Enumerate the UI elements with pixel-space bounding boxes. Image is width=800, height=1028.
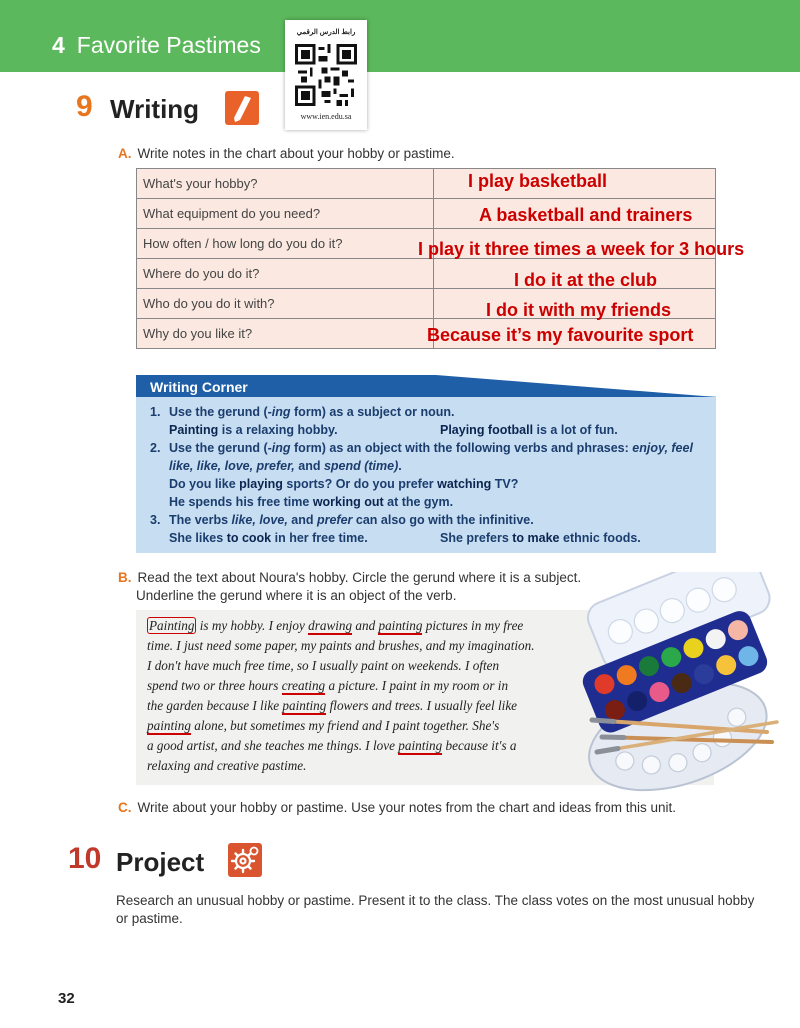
chart-row — [137, 169, 716, 199]
section-title: Writing — [110, 94, 200, 124]
example-text: sports? Or do you prefer — [282, 477, 438, 491]
example-text: Do you like — [169, 477, 240, 491]
underlined-gerund: painting — [398, 738, 443, 753]
qr-url[interactable]: www.ien.edu.sa — [300, 112, 352, 121]
example — [169, 495, 453, 509]
underlined-gerund: drawing — [308, 618, 353, 633]
instruction-b — [118, 570, 581, 585]
section-number: 9 — [76, 90, 93, 123]
example-gerund: working out — [312, 495, 384, 509]
rule-text: and — [294, 459, 324, 473]
rule-text: . — [398, 459, 402, 473]
reading-text: and — [352, 618, 379, 633]
pencil-icon — [225, 91, 259, 125]
reading-text: because it's a — [442, 738, 517, 753]
rule-text: like, like, love, prefer, — [169, 459, 295, 473]
rule-text: prefer — [316, 513, 353, 527]
unit-title — [52, 32, 261, 59]
writing-corner-title: Writing Corner — [150, 379, 248, 395]
rule-2-cont — [169, 459, 402, 473]
rule-text: form) as a subject or noun. — [290, 405, 455, 419]
example — [169, 477, 518, 491]
rule-text: ing — [271, 405, 291, 419]
rule-text: form) as an object with the following verbs and phrases: — [290, 441, 633, 455]
example-text: is a lot of fun. — [533, 423, 618, 437]
reading-line — [147, 738, 516, 754]
reading-text: flowers and trees. I usually feel like — [326, 698, 518, 713]
instruction-letter: C. — [118, 800, 132, 815]
instruction-text: Write notes in the chart about your hobby or pastime. — [137, 146, 455, 161]
project-text: Research an unusual hobby or pastime. Present it to the class. The class votes on the most unusual hobby — [116, 893, 755, 908]
handwritten-answer: I play basketball — [468, 171, 608, 191]
example-text: TV? — [491, 477, 519, 491]
reading-line: relaxing and creative pastime. — [147, 758, 307, 773]
reading-line: time. I just need some paper, my paints and brushes, and my imagination. — [147, 638, 535, 653]
rule-text: Use the gerund (- — [169, 441, 272, 455]
section-number: 10 — [68, 842, 102, 875]
instruction-text: Read the text about Noura's hobby. Circle the gerund where it is a subject. — [137, 570, 582, 585]
example — [440, 531, 641, 545]
rule-number: 1. — [150, 405, 161, 419]
handwritten-answer: Because it’s my favourite sport — [427, 325, 694, 345]
underlined-gerund: painting — [147, 718, 191, 733]
rule-text: spend (time) — [323, 459, 399, 473]
reading-line — [147, 618, 523, 634]
reading-text: a picture. I paint in my room or in — [325, 678, 509, 693]
example-gerund: watching — [437, 477, 492, 491]
instruction-letter: B. — [118, 570, 132, 585]
rule-3 — [150, 513, 534, 527]
rule-2 — [150, 441, 693, 455]
handwritten-answer: I play it three times a week for 3 hours — [418, 239, 745, 259]
example-text: She prefers — [440, 531, 513, 545]
page-number: 32 — [58, 990, 75, 1007]
example — [440, 423, 618, 437]
underlined-gerund: creating — [281, 678, 326, 693]
unit-title-text: Favorite Pastimes — [76, 32, 261, 58]
example-text: at the gym. — [383, 495, 454, 509]
chart-question: How often / how long do you do it? — [137, 229, 434, 259]
rule-text: The verbs — [169, 513, 232, 527]
handwritten-answer: I do it with my friends — [486, 300, 672, 320]
instruction-letter: A. — [118, 146, 132, 161]
reading-text: a good artist, and she teaches me things. I love — [147, 738, 399, 753]
example-text: She likes — [169, 531, 227, 545]
handwritten-answer: A basketball and trainers — [479, 205, 693, 225]
example — [169, 531, 368, 545]
circled-gerund: Painting — [149, 618, 195, 633]
qr-label: رابط الدرس الرقمي — [296, 29, 356, 36]
reading-line: I don't have much free time, so I usually paint on weekends. I often — [147, 658, 500, 673]
example-infinitive: to cook — [226, 531, 272, 545]
rule-number: 2. — [150, 441, 161, 455]
reading-text: spend two or three hours — [147, 678, 282, 693]
reading-text: the garden because I like — [147, 698, 283, 713]
paint-palette-image — [562, 572, 784, 797]
example-text: in her free time. — [271, 531, 368, 545]
qr-card[interactable] — [285, 20, 367, 130]
handwritten-answer: I do it at the club — [514, 270, 657, 290]
section-title: Project — [116, 847, 205, 877]
project-text: or pastime. — [116, 911, 183, 926]
qr-code-icon[interactable] — [295, 44, 357, 106]
unit-number: 4 — [52, 32, 65, 58]
rule-text: Use the gerund (- — [169, 405, 272, 419]
example-gerund: Playing football — [440, 423, 534, 437]
example-gerund: Painting — [169, 423, 219, 437]
rule-text: enjoy, feel — [632, 441, 693, 455]
instruction-c — [118, 800, 676, 815]
chart-question: Where do you do it? — [137, 259, 434, 289]
chart-question: What equipment do you need? — [137, 199, 434, 229]
reading-text: pictures in my free — [422, 618, 524, 633]
gear-icon — [228, 843, 262, 877]
reading-line — [147, 698, 517, 714]
instruction-text: Write about your hobby or pastime. Use your notes from the chart and ideas from this unit. — [137, 800, 677, 815]
instruction-b-cont: Underline the gerund where it is an object of the verb. — [136, 588, 457, 603]
rule-1 — [150, 405, 454, 419]
reading-text: alone, but sometimes my friend and I paint together. She's — [190, 718, 500, 733]
example-text: is a relaxing hobby. — [218, 423, 338, 437]
rule-text: like, love, — [231, 513, 288, 527]
underlined-gerund: painting — [282, 698, 327, 713]
example-infinitive: to make — [512, 531, 560, 545]
rule-text: ing — [271, 441, 291, 455]
reading-line — [147, 718, 499, 734]
instruction-a — [118, 146, 455, 161]
chart-question: Who do you do it with? — [137, 289, 434, 319]
example-gerund: playing — [239, 477, 283, 491]
rule-number: 3. — [150, 513, 161, 527]
chart-question: What's your hobby? — [137, 169, 434, 199]
example-text: He spends his free time — [169, 495, 313, 509]
rule-text: and — [287, 513, 317, 527]
chart-question: Why do you like it? — [137, 319, 434, 349]
rule-text: can also go with the infinitive. — [352, 513, 534, 527]
reading-text: is my hobby. I enjoy — [196, 618, 309, 633]
underlined-gerund: painting — [378, 618, 423, 633]
reading-line — [147, 678, 508, 694]
example-text: ethnic foods. — [559, 531, 641, 545]
example — [169, 423, 338, 437]
writing-corner-box — [136, 396, 716, 553]
